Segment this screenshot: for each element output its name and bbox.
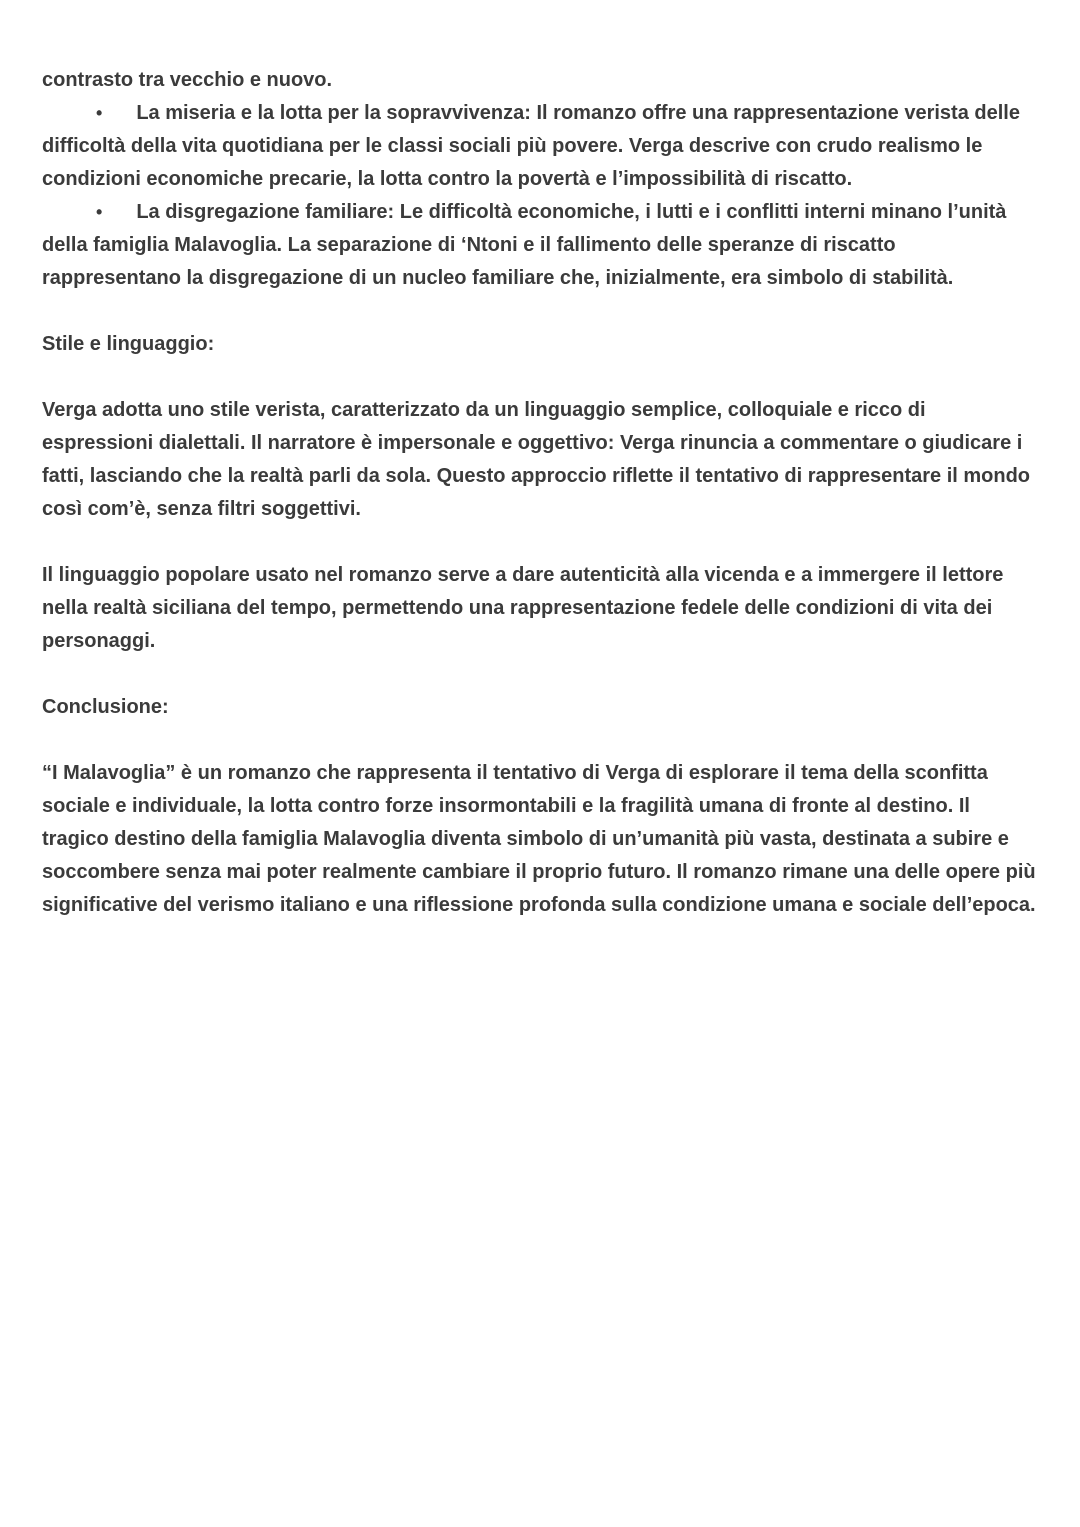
bullet-marker: • — [96, 103, 103, 123]
intro-line: contrasto tra vecchio e nuovo. — [42, 69, 333, 91]
bullet-marker: • — [96, 202, 103, 222]
bullet-item-text: La miseria e la lotta per la sopravvivenza: Il romanzo offre una rappresentazione verista delle difficoltà della vita quotidiana per le classi sociali più povere. Verga descrive con crudo realismo le condizioni economiche precarie, la lotta contro la povertà e l’impossibilità di riscatto. — [42, 102, 1020, 190]
bullet-item — [42, 196, 1038, 295]
paragraph: Il linguaggio popolare usato nel romanzo serve a dare autenticità alla vicenda e a immergere il lettore nella realtà siciliana del tempo, permettendo una rappresentazione fedele delle condizioni di vita dei personaggi. — [42, 564, 1004, 652]
bullet-item-text: La disgregazione familiare: Le difficoltà economiche, i lutti e i conflitti interni minano l’unità della famiglia Malavoglia. La separazione di ‘Ntoni e il fallimento delle speranze di riscatto rappresentano la disgregazione di un nucleo familiare che, inizialmente, era simbolo di stabilità. — [42, 201, 1007, 289]
section-heading-stile: Stile e linguaggio: — [42, 333, 215, 355]
bullet-item — [42, 97, 1038, 196]
paragraph: Verga adotta uno stile verista, caratterizzato da un linguaggio semplice, colloquiale e ricco di espressioni dialettali. Il narratore è impersonale e oggettivo: Verga rinuncia a commentare o giudicare i fatti, lasciando che la realtà parli da sola. Questo approccio riflette il tentativo di rappresentare il mondo così com’è, senza filtri soggettivi. — [42, 399, 1031, 520]
section-heading-conclusione: Conclusione: — [42, 696, 169, 718]
paragraph: “I Malavoglia” è un romanzo che rappresenta il tentativo di Verga di esplorare il tema della sconfitta sociale e individuale, la lotta contro forze insormontabili e la fragilità umana di fronte al destino. Il tragico destino della famiglia Malavoglia diventa simbolo di un’umanità più vasta, destinata a subire e soccombere senza mai poter realmente cambiare il proprio futuro. Il romanzo rimane una delle opere più significative del verismo italiano e una riflessione profonda sulla condizione umana e sociale dell’epoca. — [42, 762, 1036, 916]
